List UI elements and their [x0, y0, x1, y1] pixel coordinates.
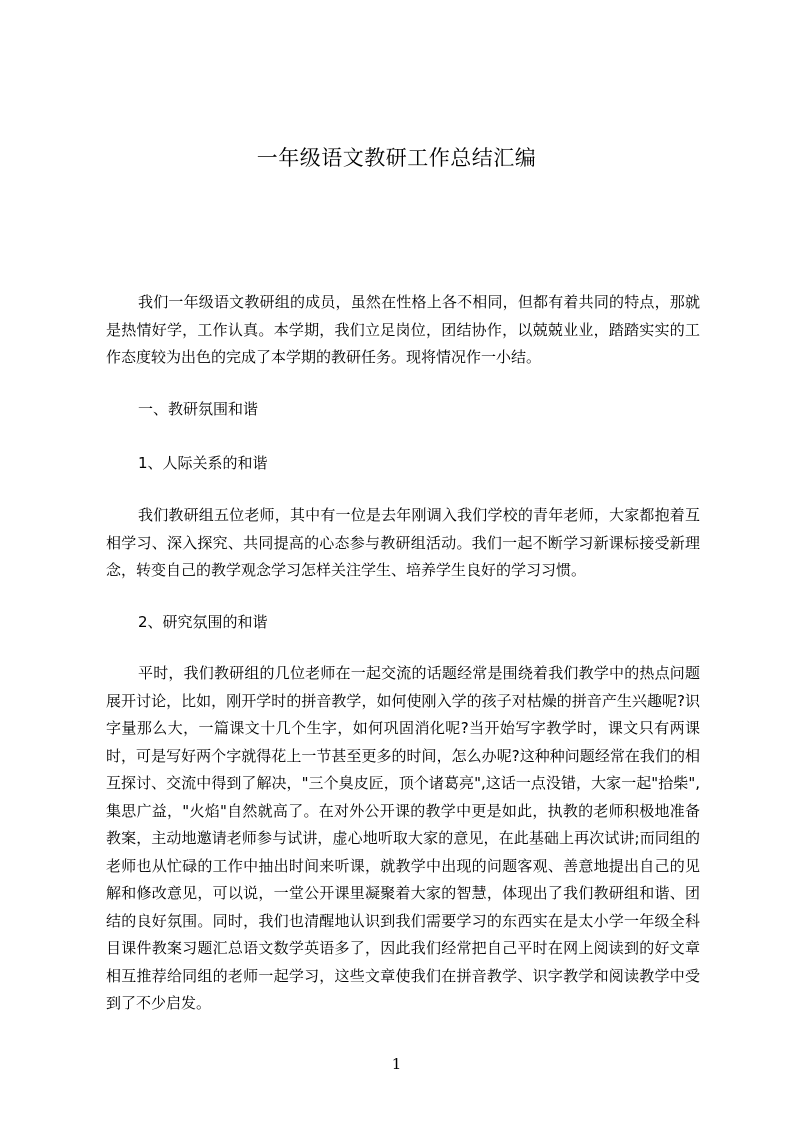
section-heading-1: 一、教研氛围和谐	[138, 400, 259, 418]
subsection-paragraph-1: 我们教研组五位老师，其中有一位是去年刚调入我们学校的青年老师，大家都抱着互相学习、深入探究、共同提高的心态参与教研组活动。我们一起不断学习新课标接受新理念，转变自己的教学观念学习怎样关注学生、培养学生良好的学习习惯。	[106, 506, 700, 579]
page-number: 1	[391, 1055, 402, 1073]
intro-paragraph: 我们一年级语文教研组的成员，虽然在性格上各不相同，但都有着共同的特点，那就是热情好学，工作认真。本学期，我们立足岗位，团结协作，以兢兢业业，踏踏实实的工作态度较为出色的完成了本学期的教研任务。现将情况作一小结。	[106, 293, 700, 366]
subsection-heading-2: 2、研究氛围的和谐	[138, 613, 268, 631]
document-title: 一年级语文教研工作总结汇编	[256, 146, 537, 170]
subsection-paragraph-2: 平时，我们教研组的几位老师在一起交流的话题经常是围绕着我们教学中的热点问题展开讨论，比如，刚开学时的拼音教学，如何使刚入学的孩子对枯燥的拼音产生兴趣呢?识字量那么大，一篇课文十几个生字，如何巩固消化呢?当开始写字教学时，课文只有两课时，可是写好两个字就得花上一节甚至更多的时间，怎么办呢?这种种问题经常在我们的相互探讨、交流中得到了解决，"三个臭皮匠，顶个诸葛亮",这话一点没错，大家一起"拾柴",集思广益，"火焰"自然就高了。在对外公开课的教学中更是如此，执教的老师积极地准备教案，主动地邀请老师参与试讲，虚心地听取大家的意见，在此基础上再次试讲;而同组的老师也从忙碌的工作中抽出时间来听课，就教学中出现的问题客观、善意地提出自己的见解和修改意见，可以说，一堂公开课里凝聚着大家的智慧，体现出了我们教研组和谐、团结的良好氛围。同时，我们也清醒地认识到我们需要学习的东西实在是太小学一年级全科目课件教案习题汇总语文数学英语多了，因此我们经常把自己平时在网上阅读到的好文章相互推荐给同组的老师一起学习，这些文章使我们在拼音教学、识字教学和阅读教学中受到了不少启发。	[106, 664, 700, 1012]
subsection-heading-1: 1、人际关系的和谐	[138, 454, 268, 472]
